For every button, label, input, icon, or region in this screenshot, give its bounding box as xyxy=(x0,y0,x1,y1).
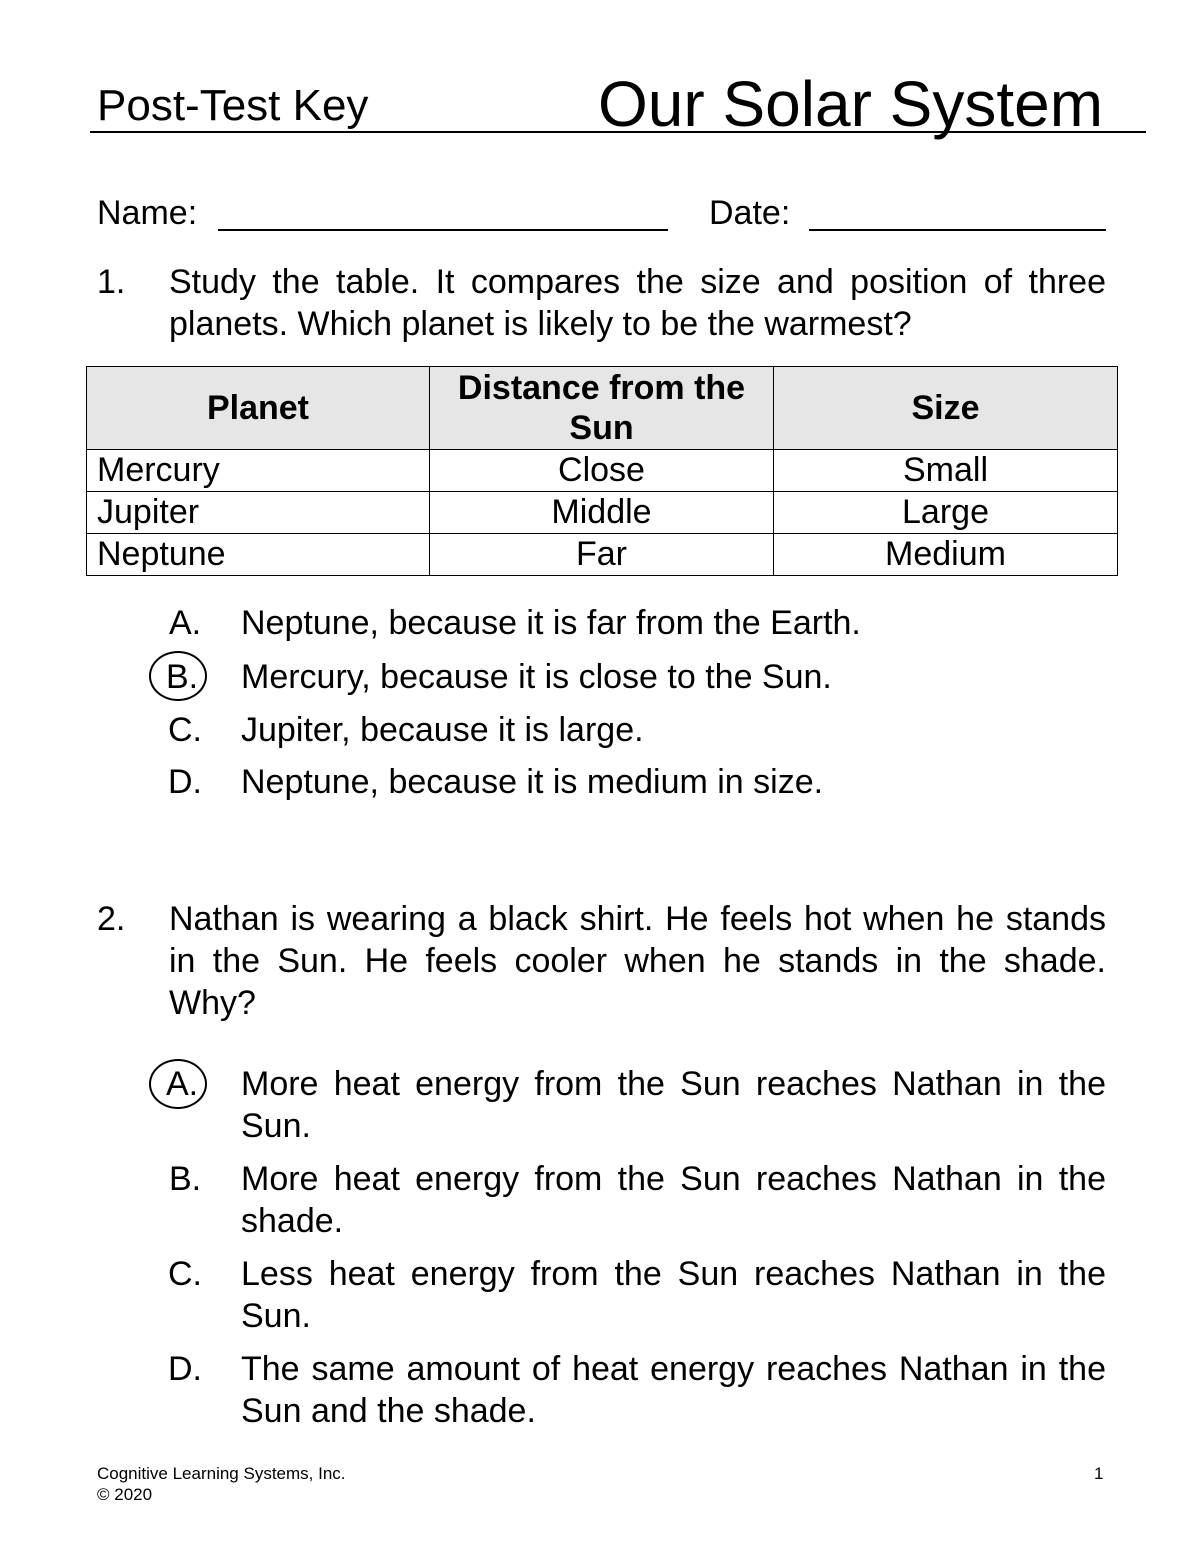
cell-planet: Jupiter xyxy=(87,492,430,534)
header-left-title: Post-Test Key xyxy=(97,81,369,130)
table-header-row xyxy=(87,367,1118,450)
q2-option-b-text: More heat energy from the Sun reaches Nathan in the shade. xyxy=(241,1160,1106,1240)
cell-distance: Close xyxy=(430,450,774,492)
page-number: 1 xyxy=(1094,1464,1104,1483)
date-field-line[interactable] xyxy=(809,229,1106,231)
cell-distance: Far xyxy=(430,534,774,576)
cell-size: Small xyxy=(774,450,1118,492)
copyright: © 2020 xyxy=(97,1485,153,1504)
cell-planet: Neptune xyxy=(87,534,430,576)
header-size: Size xyxy=(774,367,1118,450)
q2-option-b-letter[interactable]: B. xyxy=(168,1160,202,1198)
question-2-number: 2. xyxy=(97,900,126,938)
planet-table xyxy=(86,366,1118,576)
cell-size: Large xyxy=(774,492,1118,534)
q2-option-c-text: Less heat energy from the Sun reaches Nathan in the Sun. xyxy=(241,1255,1106,1335)
question-2-text: Nathan is wearing a black shirt. He feels hot when he stands in the Sun. He feels cooler when he stands in the shade. Why? xyxy=(169,900,1106,1022)
q2-option-d-text: The same amount of heat energy reaches Nathan in the Sun and the shade. xyxy=(241,1350,1106,1430)
cell-distance: Middle xyxy=(430,492,774,534)
q1-option-c-letter[interactable]: C. xyxy=(168,711,202,749)
q1-option-a-letter[interactable]: A. xyxy=(168,604,202,642)
header-rule xyxy=(90,131,1146,133)
q1-option-b-text: Mercury, because it is close to the Sun. xyxy=(241,658,832,696)
page-title: Our Solar System xyxy=(598,68,1104,140)
header-distance: Distance from the Sun xyxy=(430,367,774,450)
name-label: Name: xyxy=(97,194,198,232)
q1-option-c-text: Jupiter, because it is large. xyxy=(241,711,644,749)
footer-publisher xyxy=(97,1463,346,1505)
q2-option-a-letter[interactable]: A. xyxy=(165,1065,199,1103)
publisher-name: Cognitive Learning Systems, Inc. xyxy=(97,1464,346,1483)
q1-option-d-letter[interactable]: D. xyxy=(168,763,202,801)
q2-option-d-letter[interactable]: D. xyxy=(168,1350,202,1388)
header-planet: Planet xyxy=(87,367,430,450)
name-field-line[interactable] xyxy=(218,229,668,231)
question-1-text: Study the table. It compares the size and position of three planets. Which planet is likely to be the warmest? xyxy=(169,263,1106,343)
date-label: Date: xyxy=(709,194,791,232)
q2-option-c-letter[interactable]: C. xyxy=(168,1255,202,1293)
q1-option-b-letter[interactable]: B. xyxy=(165,658,199,696)
question-1-number: 1. xyxy=(97,263,126,301)
table-row xyxy=(87,450,1118,492)
table-row xyxy=(87,534,1118,576)
cell-planet: Mercury xyxy=(87,450,430,492)
q1-option-d-text: Neptune, because it is medium in size. xyxy=(241,763,824,801)
q2-option-a-text: More heat energy from the Sun reaches Nathan in the Sun. xyxy=(241,1065,1106,1145)
table-row xyxy=(87,492,1118,534)
q1-option-a-text: Neptune, because it is far from the Earth. xyxy=(241,604,861,642)
cell-size: Medium xyxy=(774,534,1118,576)
